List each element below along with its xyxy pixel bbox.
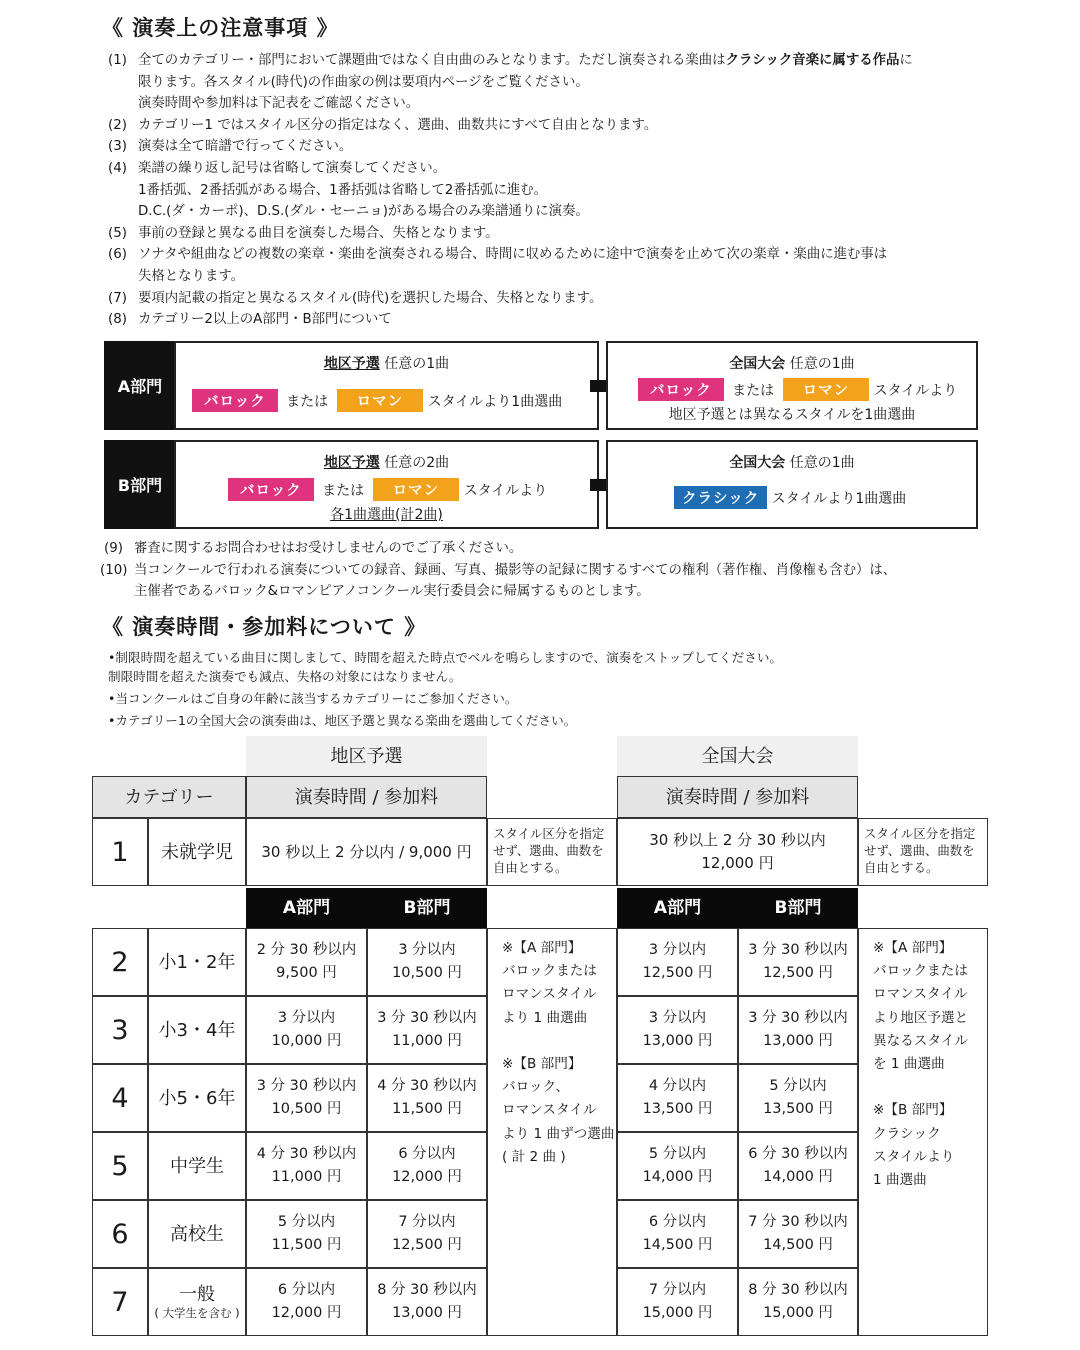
note-line: 当コンクールで行われる演奏についての録音、録画、写真、撮影等の記録に関するすべての権利（著作権、肖像権も含む）は、 <box>134 562 897 578</box>
regional-div-b-header <box>367 888 487 928</box>
category-number <box>92 1132 148 1200</box>
regional-b-fee-text: 12,000 円 <box>392 1169 462 1185</box>
national-a-time-text: 6 分以内 <box>648 1214 707 1230</box>
division-a-regional-title: 地区予選 <box>323 356 380 372</box>
note-line: 演奏時間や参加料は下記表をご確認ください。 <box>138 96 420 112</box>
regional-a-cell <box>246 928 367 996</box>
regional-a-cell <box>246 1064 367 1132</box>
category-1-regional <box>246 818 487 886</box>
cat1-national-fee-text: 12,000 円 <box>701 854 774 872</box>
note-col-line: ※【B 部門】 <box>502 1056 582 1073</box>
regional-b-cell <box>367 1200 487 1268</box>
note-item <box>108 136 988 158</box>
category-name <box>148 1200 246 1268</box>
row-name-text: 小5・6年 <box>158 1087 236 1109</box>
category-1-national-style <box>858 818 988 886</box>
note-col-line: ロマンスタイル <box>502 986 597 1003</box>
national-div-a-header <box>617 888 738 928</box>
note-col-line: スタイルより <box>873 1148 955 1165</box>
regional-b-cell <box>367 1268 487 1336</box>
national-b-fee-text: 14,000 円 <box>763 1169 833 1185</box>
national-b-cell <box>738 1268 858 1336</box>
national-a-fee-text: 15,000 円 <box>642 1305 713 1321</box>
note-item <box>104 538 1004 560</box>
bullet-3: •カテゴリー1の全国大会の演奏曲は、地区予選と異なる楽曲を選曲してください。 <box>108 713 577 728</box>
national-b-cell <box>738 1200 858 1268</box>
note-line: 1番括弧、2番括弧がある場合、1番括弧は省略して2番括弧に進む。 <box>138 182 548 198</box>
national-b-cell <box>738 996 858 1064</box>
note-number: (7) <box>108 290 127 306</box>
regional-b-time-text: 6 分以内 <box>398 1146 456 1162</box>
category-number <box>92 1064 148 1132</box>
bullet-2: •当コンクールはご自身の年齢に該当するカテゴリーにご参加ください。 <box>108 691 518 706</box>
row-name-text: 一般 <box>178 1284 215 1305</box>
regional-a-fee-text: 11,500 円 <box>271 1237 342 1253</box>
note-number: (5) <box>108 225 127 241</box>
national-a-cell <box>617 1064 738 1132</box>
national-a-cell <box>617 1200 738 1268</box>
division-b-regional-tag-romantic: ロマン <box>373 478 460 501</box>
national-div-b-header <box>738 888 858 928</box>
national-a-cell <box>617 996 738 1064</box>
category-number <box>92 1200 148 1268</box>
national-a-cell <box>617 1268 738 1336</box>
note-emphasis: クラシック音楽に属する作品 <box>725 53 900 68</box>
national-a-fee-text: 13,000 円 <box>642 1033 713 1049</box>
national-header <box>617 736 858 776</box>
row-name-text: 高校生 <box>170 1223 224 1245</box>
national-division-note <box>858 928 988 1336</box>
category-name <box>148 996 246 1064</box>
note-col-line: より地区予選と <box>873 1009 969 1026</box>
division-b-national-title: 全国大会 <box>729 455 786 471</box>
row-num-text: 7 <box>111 1286 129 1318</box>
row-name-text: 小3・4年 <box>158 1019 236 1041</box>
division-b-regional-note: 各1曲選曲(計2曲) <box>330 507 443 523</box>
national-b-time-text: 8 分 30 秒以内 <box>748 1282 848 1298</box>
regional-a-time-text: 4 分 30 秒以内 <box>256 1146 357 1162</box>
national-a-time-text: 4 分以内 <box>648 1078 707 1094</box>
national-a-time-text: 5 分以内 <box>648 1146 707 1162</box>
regional-b-cell <box>367 996 487 1064</box>
cat1-national-time-text: 30 秒以上 2 分 30 秒以内 <box>649 831 826 849</box>
note-item <box>100 560 1004 603</box>
regional-b-cell <box>367 1064 487 1132</box>
division-b-regional-suffix: スタイルより <box>463 483 548 499</box>
national-header-text: 全国大会 <box>701 745 774 767</box>
division-a-national-box <box>606 341 978 430</box>
division-b-national-box <box>606 440 978 529</box>
regional-a-fee-text: 9,500 円 <box>276 965 337 981</box>
national-div-a-text: A部門 <box>653 897 702 918</box>
national-a-fee-text: 13,500 円 <box>642 1101 713 1117</box>
division-b-regional-tag-baroque: バロック <box>228 478 314 501</box>
note-col-line: バロック、 <box>502 1079 570 1096</box>
note-number: (6) <box>108 247 127 263</box>
section-title-notes: 《 演奏上の注意事項 》 <box>102 16 339 40</box>
regional-b-fee-text: 10,500 円 <box>392 965 462 981</box>
regional-a-cell <box>246 1268 367 1336</box>
regional-div-a-text: A部門 <box>282 897 331 918</box>
note-number: (4) <box>108 160 127 176</box>
note-text: 全てのカテゴリー・部門において課題曲ではなく自由曲のみとなります。ただし演奏される楽曲は <box>138 53 726 68</box>
note-line: カテゴリー1 ではスタイル区分の指定はなく、選曲、曲数共にすべて自由となります。 <box>138 117 658 133</box>
regional-a-fee-text: 10,500 円 <box>271 1101 342 1117</box>
regional-time-fee-header <box>246 776 487 818</box>
national-b-fee-text: 13,000 円 <box>763 1033 833 1049</box>
note-item <box>108 223 988 245</box>
regional-b-fee-text: 11,000 円 <box>392 1033 462 1049</box>
division-a-national-or: または <box>732 383 775 399</box>
note-line: 失格となります。 <box>138 268 245 284</box>
regional-a-time-text: 3 分 30 秒以内 <box>256 1078 357 1094</box>
note-line: D.C.(ダ・カーポ)、D.S.(ダル・セーニョ)がある場合のみ楽譜通りに演奏。 <box>138 204 589 220</box>
regional-b-time-text: 8 分 30 秒以内 <box>377 1282 477 1298</box>
national-b-cell <box>738 1132 858 1200</box>
category-name <box>148 928 246 996</box>
note-col-line: 1 曲選曲 <box>873 1172 927 1189</box>
category-name <box>148 1268 246 1336</box>
regional-header-text: 地区予選 <box>330 745 403 767</box>
category-name <box>148 1132 246 1200</box>
note-number: (1) <box>108 53 127 68</box>
regional-div-b-text: B部門 <box>403 897 451 918</box>
notes-list <box>108 50 988 331</box>
bullet-1-line-1: •制限時間を超えている曲目に関しまして、時間を超えた時点でベルを鳴らしますので、演奏をストップしてください。 <box>108 650 783 665</box>
national-a-time-text: 7 分以内 <box>648 1282 707 1298</box>
national-b-time-text: 6 分 30 秒以内 <box>748 1146 848 1162</box>
note-number: (2) <box>108 117 127 133</box>
note-col-line: より 1 曲選曲 <box>502 1009 588 1026</box>
note-col-line: ( 計 2 曲 ) <box>502 1148 566 1165</box>
regional-division-note <box>487 928 617 1336</box>
regional-div-a-header <box>246 888 367 928</box>
category-1-national <box>617 818 858 886</box>
division-a-regional-tag-baroque: バロック <box>192 389 278 412</box>
regional-header <box>246 736 487 776</box>
note-item <box>108 244 988 287</box>
note-number: (9) <box>104 541 123 556</box>
regional-b-fee-text: 12,500 円 <box>392 1237 462 1253</box>
note-line: 楽譜の繰り返し記号は省略して演奏してください。 <box>138 160 446 176</box>
note-text: に <box>899 53 913 68</box>
note-col-line <box>502 1030 616 1053</box>
note-number: (3) <box>108 139 127 155</box>
row-num-text: 2 <box>111 946 129 978</box>
note-line: ソナタや組曲などの複数の楽章・楽曲を演奏される場合、時間に収めるために途中で演奏を止めて次の楽章・楽曲に進む事は <box>138 247 888 263</box>
national-time-fee-text: 演奏時間 / 参加料 <box>665 786 810 808</box>
notes-list-2 <box>100 538 1004 603</box>
note-col-line <box>873 1076 987 1099</box>
category-name <box>148 1064 246 1132</box>
national-a-fee-text: 12,500 円 <box>642 965 713 981</box>
national-div-b-text: B部門 <box>774 897 822 918</box>
division-a-national-title: 全国大会 <box>729 356 786 372</box>
note-col-line: 異なるスタイル <box>873 1032 968 1049</box>
note-col-line: ※【A 部門】 <box>873 940 953 956</box>
division-b-regional-count: 任意の2曲 <box>384 455 450 471</box>
regional-b-fee-text: 11,500 円 <box>392 1101 462 1117</box>
national-b-time-text: 3 分 30 秒以内 <box>748 1010 848 1026</box>
national-time-fee-header <box>617 776 858 818</box>
regional-b-time-text: 4 分 30 秒以内 <box>377 1078 477 1094</box>
division-a-regional-or: または <box>286 394 329 410</box>
row-name-text: 中学生 <box>170 1155 224 1177</box>
row-name-text: 小1・2年 <box>158 951 236 973</box>
national-a-time-text: 3 分以内 <box>648 1010 707 1026</box>
regional-b-cell <box>367 1132 487 1200</box>
note-line: 主催者であるバロック&ロマンピアノコンクール実行委員会に帰属するものとします。 <box>134 584 650 600</box>
division-b-national-count: 任意の1曲 <box>789 455 855 471</box>
note-col-line: ロマンスタイル <box>873 986 968 1003</box>
division-b-regional-or: または <box>322 483 365 499</box>
national-b-cell <box>738 1064 858 1132</box>
cat1-national-style-text: スタイル区分を指定せず、選曲、曲数を自由とする。 <box>864 826 976 875</box>
regional-a-fee-text: 10,000 円 <box>271 1033 342 1049</box>
cat1-regional-text: 30 秒以上 2 分以内 / 9,000 円 <box>261 842 472 861</box>
regional-b-time-text: 3 分以内 <box>398 942 456 958</box>
division-a-national-note: 地区予選とは異なるスタイルを1曲選曲 <box>668 407 916 423</box>
regional-a-time-text: 5 分以内 <box>277 1214 336 1230</box>
row-num-text: 6 <box>111 1218 129 1250</box>
regional-a-fee-text: 12,000 円 <box>271 1305 342 1321</box>
regional-b-time-text: 3 分 30 秒以内 <box>377 1010 477 1026</box>
note-item <box>108 50 988 115</box>
national-b-fee-text: 15,000 円 <box>763 1305 833 1321</box>
national-a-cell <box>617 928 738 996</box>
division-a-label: A部門 <box>104 341 176 430</box>
note-line: 審査に関するお問合わせはお受けしませんのでご了承ください。 <box>134 541 523 556</box>
division-b-national-tag-classic: クラシック <box>674 486 767 509</box>
regional-b-cell <box>367 928 487 996</box>
note-item <box>108 158 988 223</box>
category-header <box>92 776 246 818</box>
regional-time-fee-text: 演奏時間 / 参加料 <box>294 786 439 808</box>
division-a-regional-suffix: スタイルより1曲選曲 <box>427 394 563 410</box>
row-num-text: 3 <box>111 1014 129 1046</box>
note-line: 事前の登録と異なる曲目を演奏した場合、失格となります。 <box>138 225 499 241</box>
division-a-national-tag-baroque: バロック <box>638 378 724 401</box>
category-header-text: カテゴリー <box>124 786 214 808</box>
note-item <box>108 115 988 137</box>
note-line: 限ります。各スタイル(時代)の作曲家の例は要項内ページをご覧ください。 <box>138 74 589 90</box>
row-num-text: 5 <box>111 1150 129 1182</box>
row-num-text: 4 <box>111 1082 129 1114</box>
national-a-time-text: 3 分以内 <box>648 942 707 958</box>
national-b-fee-text: 12,500 円 <box>763 965 833 981</box>
bullet-1 <box>108 648 782 686</box>
regional-a-cell <box>246 996 367 1064</box>
note-col-line: ※【A 部門】 <box>502 940 582 956</box>
note-item <box>108 288 988 310</box>
regional-a-time-text: 2 分 30 秒以内 <box>256 942 357 958</box>
national-b-time-text: 7 分 30 秒以内 <box>748 1214 848 1230</box>
regional-a-time-text: 6 分以内 <box>277 1282 336 1298</box>
category-1-number <box>92 818 148 886</box>
cat1-num-text: 1 <box>111 836 129 868</box>
note-line: カテゴリー2以上のA部門・B部門について <box>138 312 392 328</box>
note-item <box>108 309 988 331</box>
national-b-time-text: 5 分以内 <box>769 1078 827 1094</box>
national-a-fee-text: 14,500 円 <box>642 1237 713 1253</box>
division-a-regional-tag-romantic: ロマン <box>337 389 424 412</box>
division-b-regional-title: 地区予選 <box>323 455 380 471</box>
note-col-line: より 1 曲ずつ選曲 <box>502 1125 615 1142</box>
category-number <box>92 1268 148 1336</box>
division-a-national-suffix: スタイルより <box>873 383 958 399</box>
note-col-line: を 1 曲選曲 <box>873 1056 945 1073</box>
note-col-line: ※【B 部門】 <box>873 1102 953 1119</box>
division-b-regional-box <box>174 440 599 529</box>
note-col-line: バロックまたは <box>873 963 968 980</box>
division-b-national-suffix: スタイルより1曲選曲 <box>771 491 907 507</box>
regional-a-cell <box>246 1200 367 1268</box>
national-a-cell <box>617 1132 738 1200</box>
row-name-sub-text: ( 大学生を含む ) <box>154 1306 240 1320</box>
note-col-line: ロマンスタイル <box>502 1102 597 1119</box>
category-number <box>92 996 148 1064</box>
national-b-fee-text: 13,500 円 <box>763 1101 833 1117</box>
section-title-fees: 《 演奏時間・参加料について 》 <box>102 615 427 639</box>
national-b-fee-text: 14,500 円 <box>763 1237 833 1253</box>
note-col-line: バロックまたは <box>502 963 597 980</box>
national-b-time-text: 3 分 30 秒以内 <box>748 942 848 958</box>
cat1-regional-style-text: スタイル区分を指定せず、選曲、曲数を自由とする。 <box>493 826 605 875</box>
division-a-national-count: 任意の1曲 <box>789 356 855 372</box>
category-1-name <box>148 818 246 886</box>
note-number: (8) <box>108 312 127 328</box>
regional-b-fee-text: 13,000 円 <box>392 1305 462 1321</box>
category-1-regional-style <box>487 818 617 886</box>
regional-a-time-text: 3 分以内 <box>277 1010 336 1026</box>
note-col-line: クラシック <box>873 1125 941 1142</box>
note-line: 要項内記載の指定と異なるスタイル(時代)を選択した場合、失格となります。 <box>138 290 603 306</box>
division-a-regional-count: 任意の1曲 <box>384 356 450 372</box>
note-line: 演奏は全て暗譜で行ってください。 <box>138 139 353 155</box>
division-b-label: B部門 <box>104 440 176 529</box>
note-line <box>138 50 988 72</box>
national-a-fee-text: 14,000 円 <box>642 1169 713 1185</box>
cat1-name-text: 未就学児 <box>161 841 233 863</box>
division-a-national-tag-romantic: ロマン <box>783 378 870 401</box>
note-number: (10) <box>100 562 128 578</box>
bullet-1-line-2: 制限時間を超えた演奏でも減点、失格の対象にはなりません。 <box>108 669 462 684</box>
national-b-cell <box>738 928 858 996</box>
regional-b-time-text: 7 分以内 <box>398 1214 456 1230</box>
category-number <box>92 928 148 996</box>
regional-a-cell <box>246 1132 367 1200</box>
regional-a-fee-text: 11,000 円 <box>271 1169 342 1185</box>
division-a-regional-box <box>174 341 599 430</box>
